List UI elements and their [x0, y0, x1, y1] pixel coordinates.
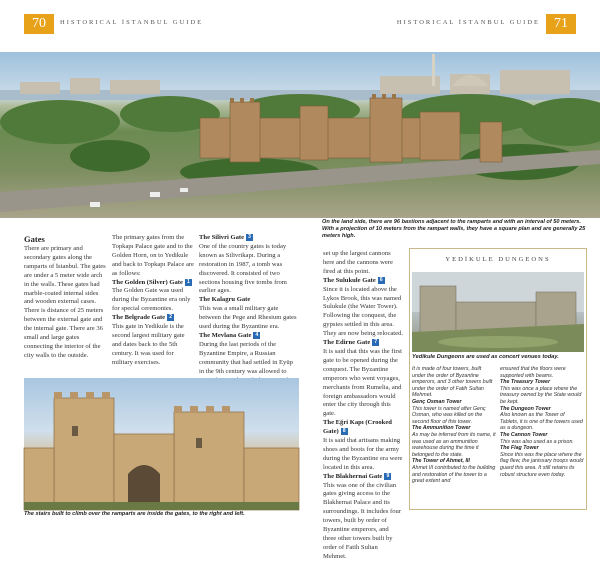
ammunition-text: As may be inferred from its name, it was used as an ammunition warehouse during the time it belonged to the state.	[412, 431, 496, 458]
egri-gate-text: It is said that artisans making shoes and boots for the army during the Byzantine era were located in this area.	[323, 437, 403, 471]
primary-gates-intro: The primary gates from the Topkapı Palace gate and to the Golden Horn, on to Yedikule and back to Topkapı Palace are as follows:	[112, 234, 194, 277]
flag-tower-heading: The Flag Tower	[500, 445, 539, 452]
silivri-gate-text: One of the country gates is today known as Silivrikapı. During a restoration in 1987, a tomb was discovered. It consisted of two sections housing five tombs from earlier ages.	[199, 242, 287, 295]
egri-gate-heading: The Eğri Kapı (Crooked Gate) 8	[323, 419, 392, 436]
kalagru-gate-heading: The Kalagru Gate	[199, 296, 251, 304]
sulukule-gate-heading: The Sulukule Gate 6	[323, 277, 403, 286]
cannon-tower-text: This was also used as a prison.	[500, 438, 574, 445]
genc-osman-text: This tower is named after Genç Osman, who was killed on the second floor of this tower.	[412, 405, 486, 425]
map-marker-badge: 7	[372, 339, 379, 346]
sidebar-column-1	[412, 366, 496, 485]
ahmet-text-continued: ensured that the floors were supported with beams.	[500, 366, 566, 379]
mevlana-gate-text: During the last periods of the Byzantine Empire, a Russian community that had settled in Eyüp in the 9th century was allowed to	[199, 340, 293, 375]
genc-osman-heading: Genç Osman Tower	[412, 398, 462, 405]
column-4	[323, 250, 403, 562]
map-marker-badge: 8	[341, 428, 348, 435]
treasury-text: This was once a place where the treasury owned by the State would be kept.	[500, 385, 582, 405]
column-1	[24, 245, 106, 361]
sidebar-title: YEDİKULE DUNGEONS	[445, 256, 551, 263]
golden-gate-heading: The Golden (Silver) Gate 1	[112, 279, 194, 288]
page-number-left: 70	[24, 14, 54, 34]
blakhernai-gate-text: This was one of the civilian gates giving access to the Blakhernai Palace and its surroundings. It includes four towers, built by order of Byzantine emperors, and three other towers built by order of Fatih Sultan Mehmet.	[323, 481, 402, 560]
ammunition-heading: The Ammunition Tower	[412, 425, 471, 432]
ahmet-heading: The Tower of Ahmet, III	[412, 458, 470, 465]
edirne-gate-text: It is said that this was the first gate to be opened during the conquest. The Byzantine emperors who went voyages, merchants from Rumelia, and foreign ambassadors would enter the city through this gate.	[323, 347, 402, 418]
topkapi-gate-continued: set up the largest cannons here and the cannons were fired at this point.	[323, 250, 393, 275]
towers-photo-caption: The stairs built to climb over the ramparts are inside the gates, to the right and left.	[24, 511, 245, 517]
cannon-tower-heading: The Cannon Tower	[500, 431, 548, 438]
flag-tower-text: Since this was the place where the flag flew, the janissary troops would guard this area. It still retains its robust structure even today.	[500, 451, 584, 478]
golden-gate-text: The Golden Gate was used during the Byzantine era only for special ceremonies.	[112, 287, 191, 313]
dungeons-photo	[412, 272, 584, 352]
column-2	[112, 234, 194, 368]
sulukule-gate-text: Since it is located above the Lykos Brook, this was named Sulukule (the Water Tower). Following the conquest, the gypsies settled in this area. They are now being relocated.	[323, 285, 404, 338]
dungeon-tower-text: Also known as the Tower of Tablets, it is one of the towers used as a dungeon.	[500, 412, 583, 432]
map-marker-badge: 3	[246, 234, 253, 241]
silivri-gate-heading: The Silivri Gate 3	[199, 234, 299, 243]
kalagru-gate-text: This was a small military gate between the Pege and Rhesium gates used during the Byzantine era.	[199, 305, 297, 331]
blakhernai-gate-heading: The Blakhernai Gate 9	[323, 473, 403, 482]
map-marker-badge: 9	[384, 473, 391, 480]
map-marker-badge: 4	[253, 332, 260, 339]
running-head-left: HISTORICAL İSTANBUL GUIDE	[60, 19, 204, 26]
gates-intro-text: There are primary and secondary gates along the ramparts of İstanbul. The gates are under a 5 meter wide arch in the walls. These gates had marble-coated internal sides and wooden external cases. There is distance of 25 meters between the external gate and the internal gate. There are 36 small and large gates connecting the interior of the city walls to the outside.	[24, 245, 106, 359]
sidebar-column-2	[500, 366, 584, 478]
ahmet-text: Ahmet III contributed to the building and restoration of the tower to a great extent and	[412, 464, 496, 485]
towers-intro-text: It is made of four towers, built under the order of Byzantine emperors, and 3 other towers built under the order of Fatih Sultan Mehmet.	[412, 366, 493, 399]
mevlana-gate-heading: The Mevlana Gate 4	[199, 332, 299, 341]
map-marker-badge: 1	[185, 279, 192, 286]
belgrade-gate-heading: The Belgrade Gate 2	[112, 314, 194, 323]
belgrade-gate-text: This gate in Yedikule is the second largest military gate and dates back to the 5th century. It was used for military exercises.	[112, 323, 185, 366]
map-marker-badge: 2	[167, 314, 174, 321]
city-walls-panorama-photo	[0, 52, 600, 218]
yedikule-towers-photo	[24, 378, 299, 510]
dungeon-tower-heading: The Dungeon Tower	[500, 405, 551, 412]
map-marker-badge: 6	[378, 277, 385, 284]
running-head-right: HISTORICAL İSTANBUL GUIDE	[396, 19, 540, 26]
page-number-right: 71	[546, 14, 576, 34]
dungeons-photo-caption: Yedikule Dungeons are used as concert venues today.	[412, 354, 559, 360]
towers-illustration	[24, 378, 299, 510]
panorama-caption: On the land side, there are 96 bastions adjacent to the ramparts and with an interval of 50 meters. With a projection of 10 meters from the rampart walls, they have a square plan and are generally 25 meters high.	[322, 219, 586, 239]
edirne-gate-heading: The Edirne Gate 7	[323, 339, 403, 348]
treasury-heading: The Treasury Tower	[500, 379, 551, 386]
panorama-illustration	[0, 52, 600, 218]
dungeons-illustration	[412, 272, 584, 352]
section-title-gates: Gates	[24, 234, 45, 244]
